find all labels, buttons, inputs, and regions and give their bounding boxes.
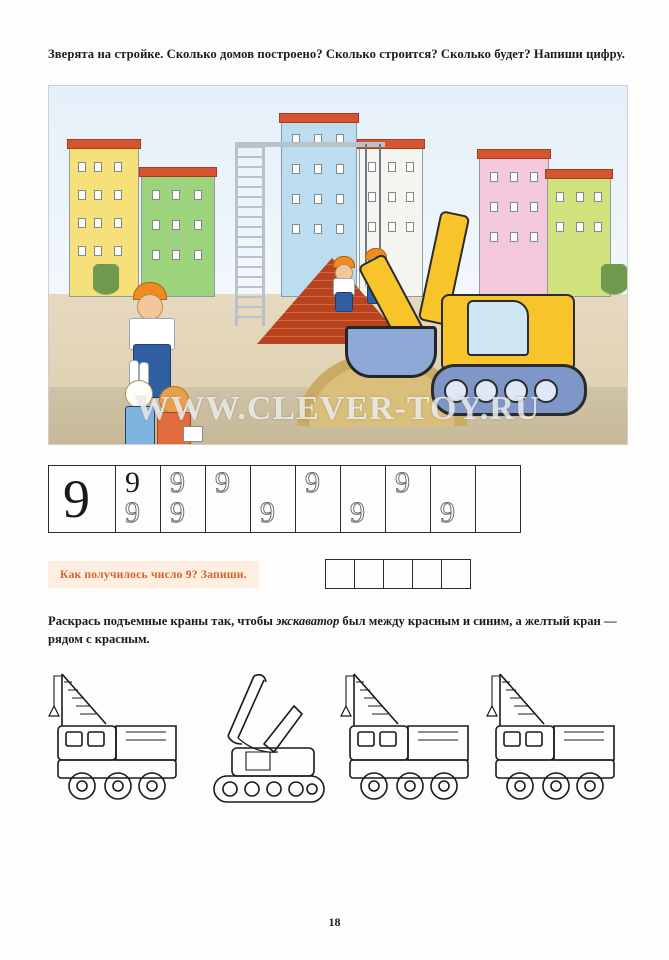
construction-site-illustration (48, 85, 628, 445)
task-1-instructions: Зверята на стройке. Сколько домов построено? Сколько строится? Сколько будет? Напиши цифру. (48, 47, 625, 61)
answer-box[interactable] (326, 560, 355, 588)
excavator-track (431, 364, 587, 416)
question-row (48, 559, 626, 589)
roof (67, 139, 141, 149)
tracing-cell[interactable] (251, 466, 296, 532)
tracing-cell-empty[interactable] (476, 466, 520, 532)
digit-top: 9 (395, 466, 410, 499)
task-2-instructions (48, 613, 626, 648)
answer-box[interactable] (413, 560, 442, 588)
roof (279, 113, 359, 123)
drawing-crane-truck-1[interactable] (48, 666, 188, 826)
tree-left (93, 264, 119, 304)
tracing-cell[interactable] (161, 466, 206, 532)
drawing-crane-truck-3[interactable] (486, 666, 626, 826)
tree-right (601, 264, 627, 304)
page-edge-top (0, 0, 669, 12)
digit-top: 9 (215, 466, 230, 499)
digit-tracing-grid[interactable] (48, 465, 521, 533)
drawing-excavator[interactable] (194, 666, 334, 826)
crane-cable-2 (379, 144, 381, 264)
tracing-cell[interactable] (116, 466, 161, 532)
roof (139, 167, 217, 177)
digit-top: 9 (305, 466, 320, 499)
page-number: 18 (328, 915, 341, 929)
digit-bottom: 9 (170, 496, 185, 529)
answer-boxes[interactable] (325, 559, 471, 589)
answer-box[interactable] (355, 560, 384, 588)
question-label: Как получилось число 9? Запиши. (48, 561, 259, 588)
tracing-cell[interactable] (431, 466, 476, 532)
tracing-cell[interactable] (296, 466, 341, 532)
drawing-crane-truck-2[interactable] (340, 666, 480, 826)
excavator-bucket (345, 326, 437, 378)
tower-crane-mast (235, 146, 265, 326)
tracing-cell[interactable] (206, 466, 251, 532)
answer-box[interactable] (442, 560, 470, 588)
task-2-part1: Раскрась подъемные краны так, чтобы (48, 614, 277, 628)
building-pink (479, 157, 549, 297)
digit-tracing-section (48, 465, 626, 533)
task-2-part2: был между красным и синим, а желтый кран — рядом с красным. (48, 614, 617, 646)
digit-bottom: 9 (125, 496, 140, 529)
watermark-text: WWW.CLEVER-TOY.RU (135, 390, 541, 427)
excavator-cab (467, 300, 529, 356)
digit-bottom: 9 (260, 496, 275, 529)
task-2-italic: экскаватор (276, 614, 340, 628)
answer-box[interactable] (384, 560, 413, 588)
page-edge-bottom (0, 948, 669, 960)
roof (545, 169, 613, 179)
building-green (141, 175, 215, 297)
model-digit: 9 (63, 469, 90, 529)
tracing-cell[interactable] (386, 466, 431, 532)
digit-bottom: 9 (440, 496, 455, 529)
crane-cable-1 (365, 144, 367, 264)
roof (477, 149, 551, 159)
digit-bottom: 9 (350, 496, 365, 529)
coloring-drawings (48, 666, 626, 826)
tracing-cell[interactable] (341, 466, 386, 532)
tracing-cell-model[interactable] (49, 466, 116, 532)
digit-top: 9 (125, 466, 140, 499)
digit-top: 9 (170, 466, 185, 499)
